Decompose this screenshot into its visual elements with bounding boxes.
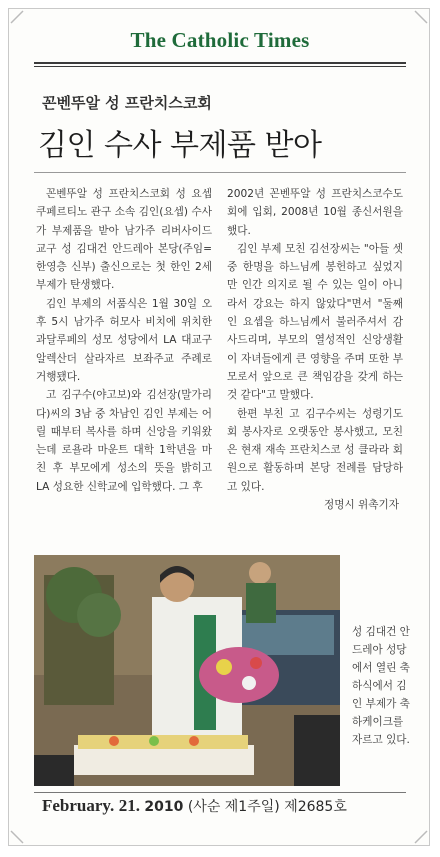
article-photo <box>34 555 340 786</box>
article-column-left <box>36 185 212 496</box>
article-paragraph: 꼰벤뚜알 성 프란치스코회 성 요셉 쿠페르티노 관구 소속 김인(요셉) 수사가 부제품을 받아 남가주 리버사이드 교구 성 김대건 안드레아 본당(주임=한영층 신부) 출신으로는 첫 한인 2세 부제가 탄생했다. <box>36 188 212 292</box>
corner-ornament-icon <box>10 10 24 24</box>
article-paragraph: 김인 부제의 서품식은 1월 30일 오후 5시 남가주 허모사 비치에 위치한 과달루페의 성모 성당에서 LA 대교구 알렉산더 살라자르 보좌주교 주례로 거행됐다. <box>36 297 212 383</box>
masthead-rule <box>34 62 406 64</box>
article-subhead: 꼰벤뚜알 성 프란치스코회 <box>42 94 212 112</box>
footer-rule <box>34 792 406 793</box>
date-year: 2010 <box>144 799 184 815</box>
corner-ornament-icon <box>414 830 428 844</box>
article-headline: 김인 수사 부제품 받아 <box>38 128 322 163</box>
corner-ornament-icon <box>10 830 24 844</box>
photo-caption: 성 김대건 안드레아 성당에서 열린 축하식에서 김인 부제가 축하케이크를 자르고 있다. <box>352 626 410 746</box>
headline-divider <box>34 172 406 173</box>
issue-number: 제2685호 <box>284 799 347 815</box>
article-paragraph: 고 김구수(야고보)와 김선장(말가리다)씨의 3남 중 차남인 김인 부제는 어릴 때부터 복사를 하며 신앙을 키워왔는데 로욜라 마운트 대학 1학년을 마친 후 부모에게 성소의 뜻을 밝히고 LA 성요한 신학교에 입학했다. 그 후 <box>36 389 212 493</box>
date-day: 21. <box>118 796 140 815</box>
newspaper-masthead: The Catholic Times <box>130 28 310 52</box>
date-month: February. <box>42 796 115 815</box>
reporter-byline: 정명시 위촉기자 <box>323 499 399 512</box>
publication-dateline <box>42 796 347 816</box>
article-column-right <box>227 185 403 514</box>
masthead-rule-thin <box>34 66 406 67</box>
article-paragraph: 한편 부친 고 김구수씨는 성령기도회 봉사자로 오랫동안 봉사했고, 모친은 현재 재속 프란치스코 성 클라라 회원으로 활동하며 본당 전례를 담당하고 있다. <box>227 407 403 493</box>
liturgical-sunday: (사순 제1주일) <box>187 799 280 815</box>
article-paragraph: 2002년 꼰벤뚜알 성 프란치스코수도회에 입회, 2008년 10월 종신서원을 했다. <box>227 188 403 237</box>
corner-ornament-icon <box>414 10 428 24</box>
article-paragraph: 김인 부제 모친 김선장씨는 "아들 셋 중 한명을 하느님께 봉헌하고 싶었지만 인간 의지로 될 수 있는 일이 아니라서 강요는 하지 않았다"면서 "둘째인 요셉을 하느님께서 불러주셔서 감사드리며, 부모의 열성적인 신앙생활이 자녀들에게 큰 영향을 주며 또한 부모로서 앞으로 큰 책임감을 갖게 하는 것 같다"고 말했다. <box>227 242 403 402</box>
